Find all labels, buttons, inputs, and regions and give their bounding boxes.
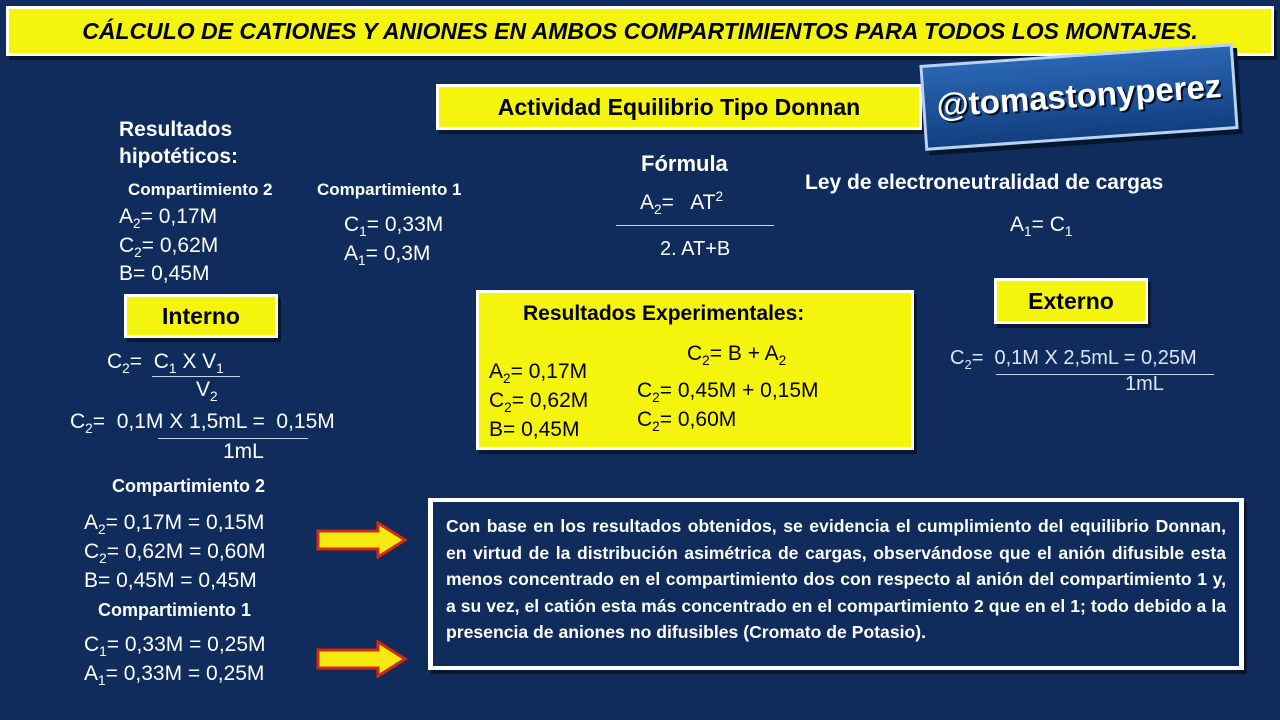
author-handle: @tomastonyperez: [935, 67, 1223, 124]
hypothetical-comp1-label: Compartimiento 1: [317, 180, 462, 199]
hypothetical-comp2-c: $C_2= 0,62M$: [119, 234, 219, 261]
author-logo: [919, 43, 1238, 151]
comparison-comp2-c: $C_2= 0,62M = 0,60M$: [84, 540, 266, 567]
experimental-title: Resultados Experimentales:: [523, 302, 805, 325]
externo-label: Externo: [994, 278, 1148, 324]
interno-formula-denominator: $V_2$: [196, 378, 218, 405]
comparison-comp2-label: Compartimiento 2: [112, 476, 266, 496]
electroneutrality-title: Ley de electroneutralidad de cargas: [805, 171, 1164, 194]
interno-formula-numerator: $C_2= C_1$ X $V_1$: [107, 350, 224, 377]
hypothetical-comp2-label: Compartimiento 2: [128, 180, 273, 199]
formula-denominator: 2. AT+B: [660, 238, 731, 260]
hypothetical-comp2-a: $A_2= 0,17M$: [119, 205, 218, 232]
hypothetical-comp1-c: $C_1= 0,33M$: [344, 213, 444, 240]
interno-calc-denominator: 1mL: [223, 440, 264, 463]
conclusion-box: [428, 498, 1244, 670]
experimental-results-box: [476, 290, 914, 450]
electroneutrality-equation: $A_1= C_1$: [1010, 213, 1073, 240]
comparison-comp1-c: $C_1= 0,33M = 0,25M$: [84, 633, 266, 660]
formula-title: Fórmula: [641, 151, 728, 176]
experimental-eq2: $C_2= 0,45M + 0,15M$: [637, 379, 819, 406]
externo-calc-denominator: 1mL: [1125, 373, 1164, 395]
externo-calc-line: [996, 374, 1214, 375]
hypothetical-title-line2: hipotéticos:: [119, 145, 238, 168]
arrow-right-icon: [316, 640, 408, 678]
page-title: CÁLCULO DE CATIONES Y ANIONES EN AMBOS COMPARTIMIENTOS PARA TODOS LOS MONTAJES.: [6, 6, 1274, 56]
conclusion-text: Con base en los resultados obtenidos, se evidencia el cumplimiento del equilibrio Donnan, en virtud de la distribución asimétrica de cargas, observándose que el anión difusible esta menos concentrado en el compartimiento dos con respecto al anión del compartimiento 1 y, a su vez, el catión esta más concentrado en el compartimiento 2 que en el 1; todo debido a la presencia de aniones no difusibles (Cromato de Potasio).: [433, 502, 1239, 666]
experimental-eq1: $C_2= B + A_2$: [687, 342, 787, 369]
experimental-a: $A_2= 0,17M$: [489, 360, 588, 387]
interno-calc-numerator: $C_2= 0,1M$ X 1,5mL = 0,15M: [70, 410, 335, 437]
interno-label: Interno: [124, 294, 278, 338]
arrow-right-icon: [316, 521, 408, 559]
hypothetical-comp2-b: B= 0,45M: [119, 262, 210, 285]
hypothetical-comp1-a: $A_1= 0,3M$: [344, 242, 431, 269]
experimental-c: $C_2= 0,62M$: [489, 389, 589, 416]
comparison-comp2-b: B= 0,45M = 0,45M: [84, 569, 257, 592]
interno-formula-line: [152, 376, 240, 377]
activity-title: Actividad Equilibrio Tipo Donnan: [436, 84, 922, 130]
comparison-comp1-label: Compartimiento 1: [98, 600, 252, 620]
comparison-comp1-a: $A_1= 0,33M = 0,25M$: [84, 662, 265, 689]
interno-calc-line: [158, 438, 308, 439]
formula-fraction-line: [616, 225, 774, 226]
experimental-b: B= 0,45M: [489, 418, 580, 441]
externo-calc-numerator: $C_2= 0,1M$ X 2,5mL = 0,25M: [950, 347, 1197, 372]
formula-numerator: $A_2= AT^2$: [640, 189, 724, 218]
comparison-comp2-a: $A_2= 0,17M = 0,15M$: [84, 511, 265, 538]
hypothetical-title-line1: Resultados: [119, 118, 233, 141]
experimental-eq3: $C_2= 0,60M$: [637, 408, 737, 435]
